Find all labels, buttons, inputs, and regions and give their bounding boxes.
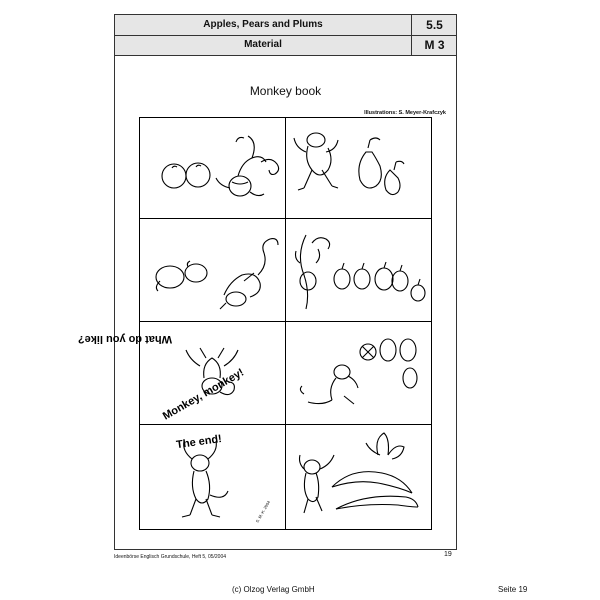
copyright-notice: (c) Olzog Verlag GmbH (232, 585, 315, 594)
question-monkey-drawing (77, 322, 285, 424)
panel-plums-monkey (285, 218, 432, 322)
panel-grid (77, 117, 432, 530)
topic-title: Apples, Pears and Plums (203, 19, 323, 30)
illustration-credit: Illustrations: S. Meyer-Krafczyk (364, 110, 446, 116)
question-caption: What do you like? (77, 333, 172, 345)
worksheet-page (77, 14, 457, 562)
panel-end-monkey (139, 424, 286, 530)
seite-label: Seite 19 (498, 585, 528, 594)
source-footnote: Ideenbörse Englisch Grundschule, Heft 5, 05/2004 (114, 554, 227, 560)
header-row-material (115, 35, 456, 55)
plums-monkey-drawing (286, 219, 431, 321)
panel-fruit-monkey (139, 218, 286, 322)
panel-apples-monkey (139, 117, 286, 219)
fruit-monkey-drawing (140, 219, 285, 321)
lemons-monkey-drawing (286, 322, 431, 424)
page-number: 19 (444, 551, 452, 558)
monkey-caption: Monkey, monkey! (160, 366, 247, 423)
apples-monkey-drawing (140, 118, 285, 218)
unit-number: 5.5 (411, 15, 457, 35)
pears-monkey-drawing (286, 118, 431, 218)
panel-pears-monkey (285, 117, 432, 219)
end-caption: The end! (175, 433, 223, 452)
artist-signature: S. M.-K. 2004 (254, 499, 272, 524)
bananas-monkey-drawing (286, 425, 431, 529)
material-code: M 3 (411, 35, 457, 55)
end-monkey-drawing (140, 425, 285, 529)
header-row-topic (115, 15, 456, 36)
material-label: Material (244, 39, 282, 50)
panel-question-monkey (77, 321, 286, 425)
panel-lemons-monkey (285, 321, 432, 425)
header-table (114, 14, 457, 56)
panel-bananas-monkey (285, 424, 432, 530)
book-title: Monkey book (249, 84, 322, 98)
